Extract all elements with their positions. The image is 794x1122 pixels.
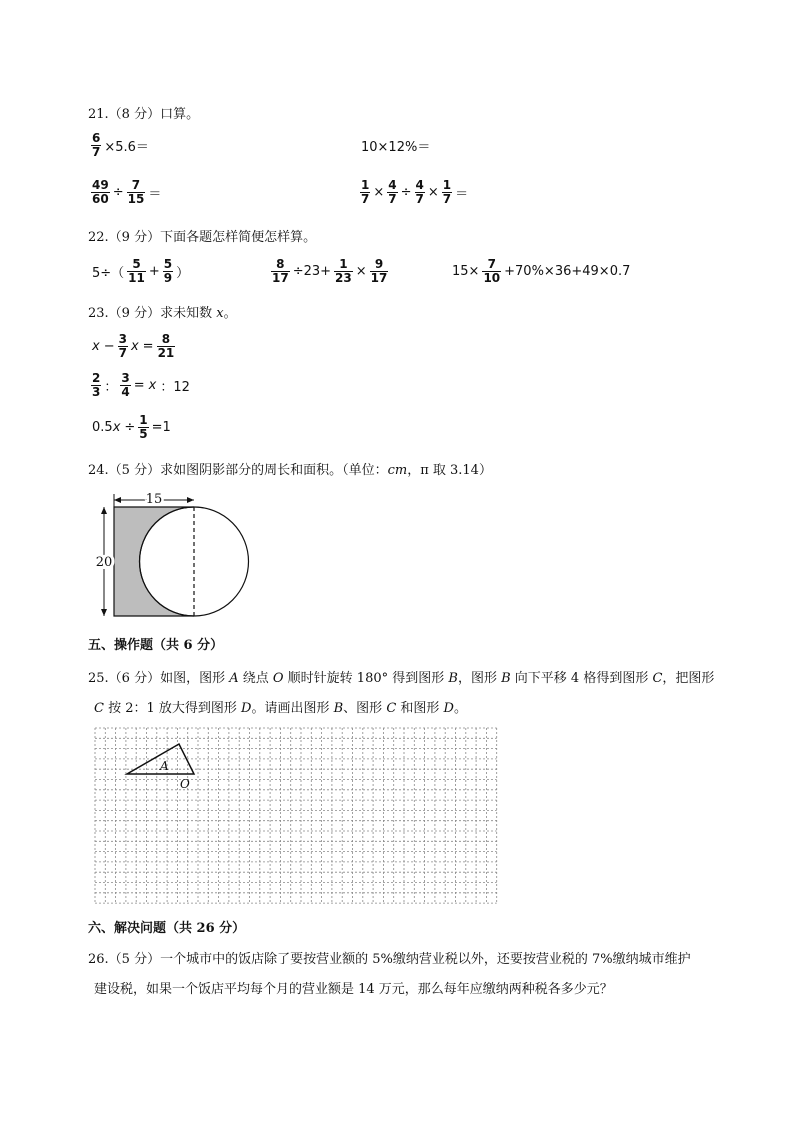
q26-line-2: 建设税，如果一个饭店平均每个月的营业额是 14 万元，那么每年应缴纳两种税各多少元？ (94, 982, 613, 997)
q23-equation-1: x − $\frac{3}{7}$ x = $\frac{8}{21}$ (92, 332, 175, 360)
q23-title: 23.（9 分）求未知数 x。 (88, 306, 237, 321)
section-5-title: 五、操作题（共 6 分） (88, 638, 224, 653)
arrow-down-icon (101, 609, 107, 616)
q22-title: 22.（9 分）下面各题怎样简便怎样算。 (88, 230, 317, 245)
q21-expr-1 (90, 132, 151, 158)
shaded-figure-diagram (90, 486, 260, 622)
height-label: 20 (95, 555, 113, 570)
dashed-grid (95, 728, 497, 903)
q21-expr-4: $\frac{1}{7}$ × $\frac{4}{7}$ ÷ $\frac{4}{7}$ × $\frac{1}{7}$ ＝ (361, 178, 469, 206)
q22-expr-2: $\frac{8}{17}$ ÷23+ $\frac{1}{23}$ × $\frac{9}{17}$ (272, 257, 388, 285)
q23-equation-3: 0.5 x ÷ $\frac{1}{5}$ =1 (92, 413, 171, 441)
label-O: O (180, 777, 190, 791)
width-label: 15 (145, 492, 163, 507)
arrow-up-icon (101, 507, 107, 514)
q24-title: 24.（5 分）求如图阴影部分的周长和面积。（单位：cm，π 取 3.14） (88, 463, 492, 478)
expr-text: ×5.6＝ (104, 139, 149, 155)
q23-equation-2: $\frac{2}{3}$ ： $\frac{3}{4}$ = x ：12 (92, 371, 190, 399)
arrow-right-icon (187, 497, 194, 503)
q22-expr-3: 15× $\frac{7}{10}$ +70%×36+49×0.7 (452, 257, 631, 285)
q25-line-1: 25.（6 分）如图，图形 A 绕点 O 顺时针旋转 180° 得到图形 B，图形 B 向下平移 4 格得到图形 C，把图形 (88, 671, 715, 686)
arrow-left-icon (114, 497, 121, 503)
section-6-title: 六、解决问题（共 26 分） (88, 921, 246, 936)
q21-title: 21.（8 分）口算。 (88, 107, 200, 122)
grid-drawing-area[interactable] (90, 724, 505, 904)
q22-expr-1: 5÷（ $\frac{5}{11}$ + $\frac{5}{9}$ ） (92, 257, 190, 285)
q26-line-1: 26.（5 分）一个城市中的饭店除了要按营业额的 5%缴纳营业税以外，还要按营业税的 7%缴纳城市维护 (88, 952, 691, 967)
q21-expr-3: $\frac{49}{60}$ ÷ $\frac{7}{15}$ ＝ (92, 178, 162, 206)
q25-line-2: C 按 2：1 放大得到图形 D。请画出图形 B、图形 C 和图形 D。 (94, 701, 467, 716)
label-A: A (160, 759, 169, 773)
fraction: $\frac{6}{7}$ (92, 131, 101, 159)
q21-expr-2: 10×12%＝ (361, 140, 431, 155)
